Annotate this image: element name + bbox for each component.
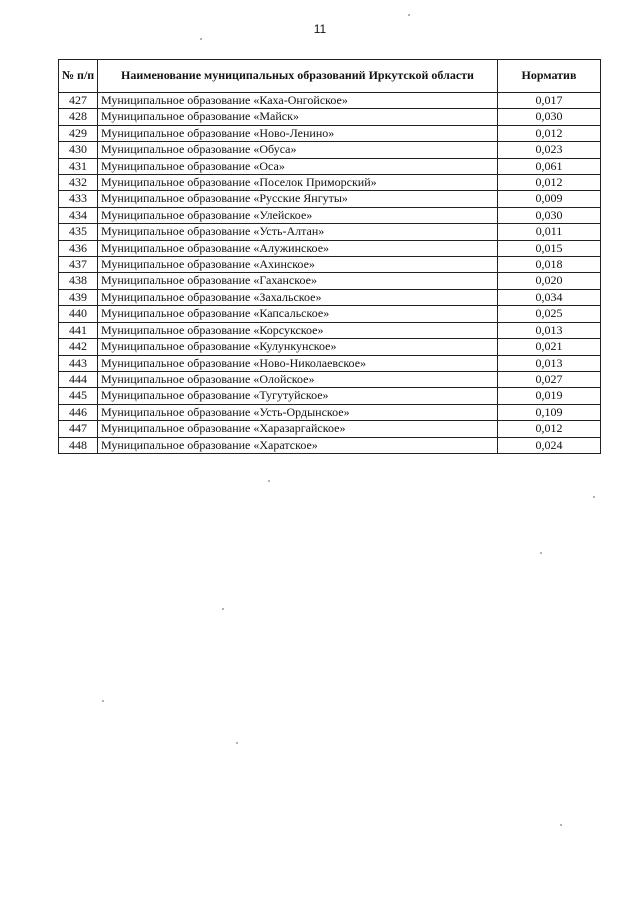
table-row bbox=[59, 158, 601, 174]
row-normative: 0,030 bbox=[498, 207, 601, 223]
row-number: 442 bbox=[59, 339, 98, 355]
row-name: Муниципальное образование «Ахинское» bbox=[98, 257, 498, 273]
row-normative: 0,019 bbox=[498, 388, 601, 404]
row-number: 443 bbox=[59, 355, 98, 371]
row-number: 440 bbox=[59, 306, 98, 322]
row-number: 428 bbox=[59, 109, 98, 125]
row-normative: 0,012 bbox=[498, 125, 601, 141]
row-number: 427 bbox=[59, 93, 98, 109]
row-name: Муниципальное образование «Оса» bbox=[98, 158, 498, 174]
scan-speck bbox=[560, 824, 562, 826]
scan-speck bbox=[540, 552, 542, 554]
table-row bbox=[59, 175, 601, 191]
row-normative: 0,017 bbox=[498, 93, 601, 109]
row-normative: 0,011 bbox=[498, 224, 601, 240]
table-row bbox=[59, 322, 601, 338]
row-normative: 0,024 bbox=[498, 437, 601, 453]
table-row bbox=[59, 371, 601, 387]
scan-speck bbox=[102, 700, 104, 702]
row-number: 434 bbox=[59, 207, 98, 223]
row-number: 430 bbox=[59, 142, 98, 158]
row-number: 432 bbox=[59, 175, 98, 191]
row-name: Муниципальное образование «Олойское» bbox=[98, 371, 498, 387]
row-name: Муниципальное образование «Харазаргайское» bbox=[98, 421, 498, 437]
row-name: Муниципальное образование «Гаханское» bbox=[98, 273, 498, 289]
table-row bbox=[59, 207, 601, 223]
row-name: Муниципальное образование «Поселок Приморский» bbox=[98, 175, 498, 191]
scan-speck bbox=[222, 608, 224, 610]
row-normative: 0,109 bbox=[498, 404, 601, 420]
row-number: 444 bbox=[59, 371, 98, 387]
row-normative: 0,061 bbox=[498, 158, 601, 174]
scan-speck bbox=[200, 38, 202, 40]
row-number: 439 bbox=[59, 289, 98, 305]
scan-speck bbox=[593, 496, 595, 498]
row-number: 435 bbox=[59, 224, 98, 240]
table-header-row bbox=[59, 60, 601, 93]
row-normative: 0,013 bbox=[498, 322, 601, 338]
row-name: Муниципальное образование «Каха-Онгойское» bbox=[98, 93, 498, 109]
row-name: Муниципальное образование «Обуса» bbox=[98, 142, 498, 158]
row-number: 445 bbox=[59, 388, 98, 404]
scan-speck bbox=[408, 14, 410, 16]
row-normative: 0,027 bbox=[498, 371, 601, 387]
row-number: 447 bbox=[59, 421, 98, 437]
header-name: Наименование муниципальных образований Иркутской области bbox=[98, 60, 498, 93]
table-row bbox=[59, 388, 601, 404]
table-row bbox=[59, 306, 601, 322]
row-normative: 0,034 bbox=[498, 289, 601, 305]
row-name: Муниципальное образование «Корсукское» bbox=[98, 322, 498, 338]
table-row bbox=[59, 437, 601, 453]
row-normative: 0,023 bbox=[498, 142, 601, 158]
normative-table bbox=[58, 59, 601, 454]
row-name: Муниципальное образование «Алужинское» bbox=[98, 240, 498, 256]
table-row bbox=[59, 257, 601, 273]
row-number: 433 bbox=[59, 191, 98, 207]
scan-speck bbox=[268, 480, 270, 482]
row-normative: 0,020 bbox=[498, 273, 601, 289]
table-row bbox=[59, 355, 601, 371]
table-body bbox=[59, 93, 601, 454]
row-normative: 0,009 bbox=[498, 191, 601, 207]
row-number: 448 bbox=[59, 437, 98, 453]
row-name: Муниципальное образование «Улейское» bbox=[98, 207, 498, 223]
header-number: № п/п bbox=[59, 60, 98, 93]
row-name: Муниципальное образование «Усть-Алтан» bbox=[98, 224, 498, 240]
row-name: Муниципальное образование «Ново-Ленино» bbox=[98, 125, 498, 141]
row-normative: 0,015 bbox=[498, 240, 601, 256]
row-number: 429 bbox=[59, 125, 98, 141]
row-name: Муниципальное образование «Кулункунское» bbox=[98, 339, 498, 355]
row-number: 446 bbox=[59, 404, 98, 420]
table-row bbox=[59, 109, 601, 125]
row-name: Муниципальное образование «Русские Янгуты» bbox=[98, 191, 498, 207]
table-row bbox=[59, 289, 601, 305]
row-normative: 0,025 bbox=[498, 306, 601, 322]
row-normative: 0,018 bbox=[498, 257, 601, 273]
table-row bbox=[59, 273, 601, 289]
row-normative: 0,013 bbox=[498, 355, 601, 371]
scan-speck bbox=[236, 742, 238, 744]
row-number: 436 bbox=[59, 240, 98, 256]
header-normative: Норматив bbox=[498, 60, 601, 93]
page-number: 11 bbox=[313, 22, 327, 36]
table-row bbox=[59, 224, 601, 240]
row-number: 438 bbox=[59, 273, 98, 289]
row-name: Муниципальное образование «Майск» bbox=[98, 109, 498, 125]
row-name: Муниципальное образование «Усть-Ордынское» bbox=[98, 404, 498, 420]
row-number: 431 bbox=[59, 158, 98, 174]
table-row bbox=[59, 240, 601, 256]
row-normative: 0,030 bbox=[498, 109, 601, 125]
row-name: Муниципальное образование «Ново-Николаевское» bbox=[98, 355, 498, 371]
table-row bbox=[59, 339, 601, 355]
table-row bbox=[59, 125, 601, 141]
row-name: Муниципальное образование «Захальское» bbox=[98, 289, 498, 305]
table-row bbox=[59, 191, 601, 207]
row-normative: 0,021 bbox=[498, 339, 601, 355]
row-name: Муниципальное образование «Тугутуйское» bbox=[98, 388, 498, 404]
table-row bbox=[59, 142, 601, 158]
table-row bbox=[59, 404, 601, 420]
row-number: 441 bbox=[59, 322, 98, 338]
row-number: 437 bbox=[59, 257, 98, 273]
row-name: Муниципальное образование «Капсальское» bbox=[98, 306, 498, 322]
table-row bbox=[59, 421, 601, 437]
table-row bbox=[59, 93, 601, 109]
row-name: Муниципальное образование «Харатское» bbox=[98, 437, 498, 453]
row-normative: 0,012 bbox=[498, 421, 601, 437]
row-normative: 0,012 bbox=[498, 175, 601, 191]
